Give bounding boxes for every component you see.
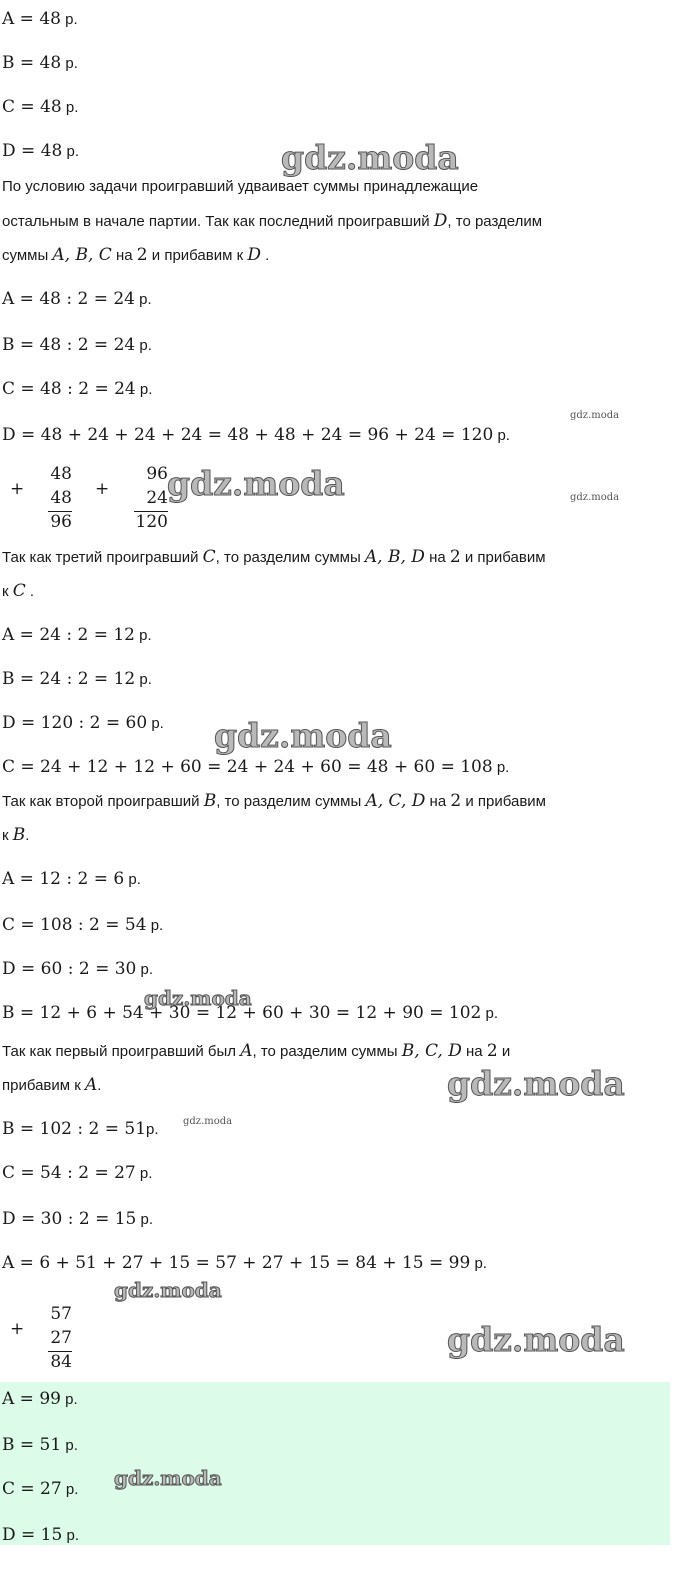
equation-line: [2, 424, 510, 447]
paragraph-line: [2, 1074, 101, 1097]
equation: B = 48 : 2 = 24: [2, 335, 136, 355]
text: суммы: [2, 247, 53, 264]
unit: р.: [61, 99, 79, 116]
equation-line: [2, 140, 79, 163]
equation: C = 54 : 2 = 27: [2, 1163, 136, 1183]
var: C: [202, 547, 216, 567]
vars: A, B, D: [364, 547, 425, 567]
column-sum: [40, 1304, 72, 1374]
addend: 96: [146, 464, 168, 484]
addend: 57: [50, 1304, 72, 1324]
unit: р.: [492, 759, 510, 776]
text: и прибавим: [461, 793, 546, 810]
vars: A, C, D: [365, 791, 426, 811]
equation-line: [2, 668, 152, 691]
watermark: gdz.moda: [447, 1064, 625, 1103]
vars: A, B, C: [52, 245, 112, 265]
unit: р.: [135, 381, 153, 398]
number: 2: [136, 245, 148, 265]
watermark: gdz.moda: [183, 1116, 233, 1127]
equation-line: [2, 1162, 152, 1185]
equation-line: [2, 914, 163, 937]
unit: р.: [481, 1005, 499, 1022]
equation-line: [2, 756, 509, 779]
watermark: gdz.moda: [570, 410, 620, 421]
equation: D = 48 + 24 + 24 + 24 = 48 + 48 + 24 = 96 + 24 = 120: [2, 425, 494, 445]
equation-line: [2, 958, 153, 981]
watermark: gdz.moda: [447, 1320, 625, 1359]
unit: р.: [136, 1211, 154, 1228]
equation-line: [2, 624, 152, 647]
text: к: [2, 583, 13, 600]
column-sum: [130, 464, 168, 534]
plus-sign: +: [95, 479, 110, 499]
equation: C = 108 : 2 = 54: [2, 915, 147, 935]
text: на: [424, 549, 450, 566]
paragraph-line: [2, 824, 29, 847]
watermark: gdz.moda: [167, 464, 345, 503]
text: к: [2, 827, 13, 844]
watermark: gdz.moda: [114, 1278, 222, 1302]
unit: р.: [470, 1255, 487, 1272]
unit: р.: [60, 11, 78, 28]
var: C: [12, 581, 26, 601]
equation: B = 51: [2, 1435, 62, 1455]
text: и прибавим к: [147, 247, 248, 264]
equation-line: [2, 868, 141, 891]
equation-line: [2, 712, 164, 735]
paragraph-line: По условию задачи проигравший удваивает суммы принадлежащие: [2, 178, 479, 195]
unit: р.: [135, 337, 152, 354]
equation-line: [2, 378, 152, 401]
column-sum: [40, 464, 72, 534]
unit: р.: [124, 871, 141, 888]
text: на: [461, 1043, 487, 1060]
watermark: gdz.moda: [144, 986, 252, 1010]
text: .: [25, 827, 30, 844]
answer-line: [2, 1524, 79, 1545]
paragraph-line: [2, 1040, 510, 1063]
answer-line: [2, 1478, 78, 1501]
text: .: [25, 583, 35, 600]
equation-line: [2, 1118, 159, 1141]
unit: р.: [62, 143, 80, 160]
equation: A = 99: [2, 1389, 61, 1409]
var: B: [203, 791, 217, 811]
text: , то разделим: [447, 213, 543, 230]
text: и прибавим: [460, 549, 546, 566]
addend: 48: [50, 488, 72, 508]
unit: р.: [135, 1165, 153, 1182]
text: , то разделим суммы: [216, 793, 366, 810]
var: D: [433, 211, 448, 231]
equation: A = 48 : 2 = 24: [2, 289, 135, 309]
equation: C = 48: [2, 97, 62, 117]
equation: B = 48: [2, 53, 62, 73]
equation-line: [2, 288, 152, 311]
watermark: gdz.moda: [114, 1466, 222, 1490]
var: A: [85, 1075, 98, 1095]
addend: 48: [50, 464, 72, 484]
equation: C = 24 + 12 + 12 + 60 = 24 + 24 + 60 = 48 + 60 = 108: [2, 757, 493, 777]
text: на: [425, 793, 451, 810]
text: , то разделим суммы: [215, 549, 365, 566]
equation: D = 60 : 2 = 30: [2, 959, 137, 979]
unit: р.: [135, 671, 152, 688]
text: Так как первый проигравший был: [2, 1043, 241, 1060]
unit: р.: [135, 627, 152, 644]
watermark: gdz.moda: [570, 492, 620, 503]
equation: A = 6 + 51 + 27 + 15 = 57 + 27 + 15 = 84 + 15 = 99: [2, 1253, 471, 1273]
equation: B = 102 : 2 = 51: [2, 1119, 147, 1139]
answer-box: [0, 1382, 670, 1545]
text: прибавим к: [2, 1077, 85, 1094]
text: .: [260, 247, 270, 264]
unit: р.: [146, 1121, 159, 1138]
plus-sign: +: [10, 479, 25, 499]
equation-line: [2, 52, 78, 75]
equation: D = 15: [2, 1525, 63, 1545]
plus-sign: +: [10, 1319, 25, 1339]
unit: р.: [493, 427, 510, 444]
unit: р.: [60, 1391, 78, 1408]
equation: D = 120 : 2 = 60: [2, 713, 148, 733]
watermark: gdz.moda: [214, 716, 392, 755]
paragraph-line: [2, 546, 546, 569]
unit: р.: [146, 917, 164, 934]
equation-line: [2, 96, 78, 119]
number: 2: [450, 791, 462, 811]
equation: B = 12 + 6 + 54 + 30 = 12 + 60 + 30 = 12 + 90 = 102: [2, 1003, 482, 1023]
unit: р.: [61, 1437, 78, 1454]
text: Так как третий проигравший: [2, 549, 203, 566]
text: остальным в начале партии. Так как последний проигравший: [2, 213, 434, 230]
addend: 24: [146, 488, 168, 508]
equation: D = 48: [2, 141, 63, 161]
text: и: [497, 1043, 511, 1060]
sum-result: 96: [50, 512, 72, 532]
var: A: [240, 1041, 253, 1061]
var: B: [12, 825, 26, 845]
answer-line: [2, 1388, 78, 1411]
watermark: gdz.moda: [281, 138, 459, 177]
text: Так как второй проигравший: [2, 793, 204, 810]
equation: A = 24 : 2 = 12: [2, 625, 135, 645]
paragraph-line: [2, 210, 542, 233]
unit: р.: [147, 715, 164, 732]
paragraph-line: [2, 580, 34, 603]
equation-line: [2, 8, 78, 31]
equation: C = 48 : 2 = 24: [2, 379, 136, 399]
unit: р.: [136, 961, 154, 978]
unit: р.: [61, 1481, 79, 1498]
var: D: [247, 245, 261, 265]
text: .: [97, 1077, 102, 1094]
unit: р.: [61, 55, 78, 72]
equation: D = 30 : 2 = 15: [2, 1209, 137, 1229]
text: , то разделим суммы: [252, 1043, 402, 1060]
equation: A = 48: [2, 9, 61, 29]
equation: A = 12 : 2 = 6: [2, 869, 125, 889]
equation-line: [2, 1252, 487, 1275]
equation: C = 27: [2, 1479, 62, 1499]
number: 2: [449, 547, 461, 567]
equation-line: [2, 1208, 153, 1231]
addend: 27: [50, 1328, 72, 1348]
answer-line: [2, 1434, 78, 1457]
unit: р.: [62, 1527, 80, 1544]
text: на: [111, 247, 137, 264]
sum-result: 84: [50, 1352, 72, 1372]
paragraph-line: [2, 244, 269, 267]
equation-line: [2, 334, 152, 357]
vars: B, C, D: [401, 1041, 462, 1061]
paragraph-line: [2, 790, 546, 813]
sum-result: 120: [135, 512, 168, 532]
unit: р.: [135, 291, 152, 308]
number: 2: [486, 1041, 498, 1061]
equation: B = 24 : 2 = 12: [2, 669, 136, 689]
